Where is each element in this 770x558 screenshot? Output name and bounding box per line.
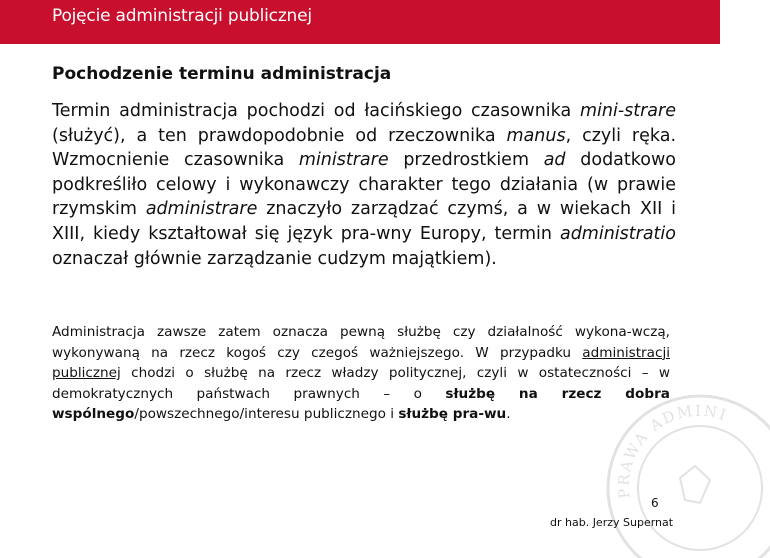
text-run: chodzi o służbę na rzecz władzy politycznej, czyli w ostateczności – w demokratycznych państwach prawnych – o xyxy=(52,365,670,402)
text-run: Termin administracja pochodzi od łacińskiego czasownika xyxy=(52,101,580,121)
second-paragraph xyxy=(52,322,670,425)
latin-term: ministrare xyxy=(298,150,389,171)
seal-watermark-icon xyxy=(600,388,770,558)
title-bar xyxy=(0,0,720,44)
main-paragraph xyxy=(52,99,676,271)
underlined-term: administracji publicznej xyxy=(52,344,670,381)
latin-term: ad xyxy=(543,150,566,171)
text-run: (służyć), a ten prawdopodobnie od rzeczownika xyxy=(52,125,507,146)
bold-term: służbę na rzecz dobra wspólnego xyxy=(52,385,670,422)
slide-title: Pojęcie administracji publicznej xyxy=(52,6,312,26)
latin-term: mini-strare xyxy=(579,101,676,121)
text-run: znaczyło zarządzać czymś, a w wiekach XII i XIII, kiedy kształtował się język pra-wny Europy, termin xyxy=(52,199,677,244)
latin-term: manus xyxy=(506,125,566,146)
latin-term: administrare xyxy=(145,199,258,220)
text-run: . xyxy=(506,406,511,422)
author-name: dr hab. Jerzy Supernat xyxy=(550,516,674,529)
page-number: 6 xyxy=(651,496,659,510)
text-run: , czyli ręka. Wzmocnienie czasownika xyxy=(52,125,677,171)
text-run: Administracja zawsze zatem oznacza pewną służbę czy działalność wykona-wczą, wykonywaną na rzecz kogoś czy czegoś ważniejszego. W przypadku xyxy=(52,324,670,361)
bold-term: służbę pra-wu xyxy=(398,406,507,422)
text-run: dodatkowo podkreśliło celowy i wykonawczy charakter tego działania (w prawie rzymskim xyxy=(52,150,676,220)
text-run: przedrostkiem xyxy=(388,150,544,171)
latin-term: administratio xyxy=(559,223,676,244)
text-run: oznaczał głównie zarządzanie cudzym majątkiem). xyxy=(52,248,497,269)
section-heading: Pochodzenie terminu administracja xyxy=(52,64,392,84)
svg-text:PRAWA ADMINI xyxy=(615,402,730,500)
watermark-text: PRAWA ADMINI xyxy=(614,401,731,500)
text-run: /powszechnego/interesu publicznego i xyxy=(134,406,399,422)
